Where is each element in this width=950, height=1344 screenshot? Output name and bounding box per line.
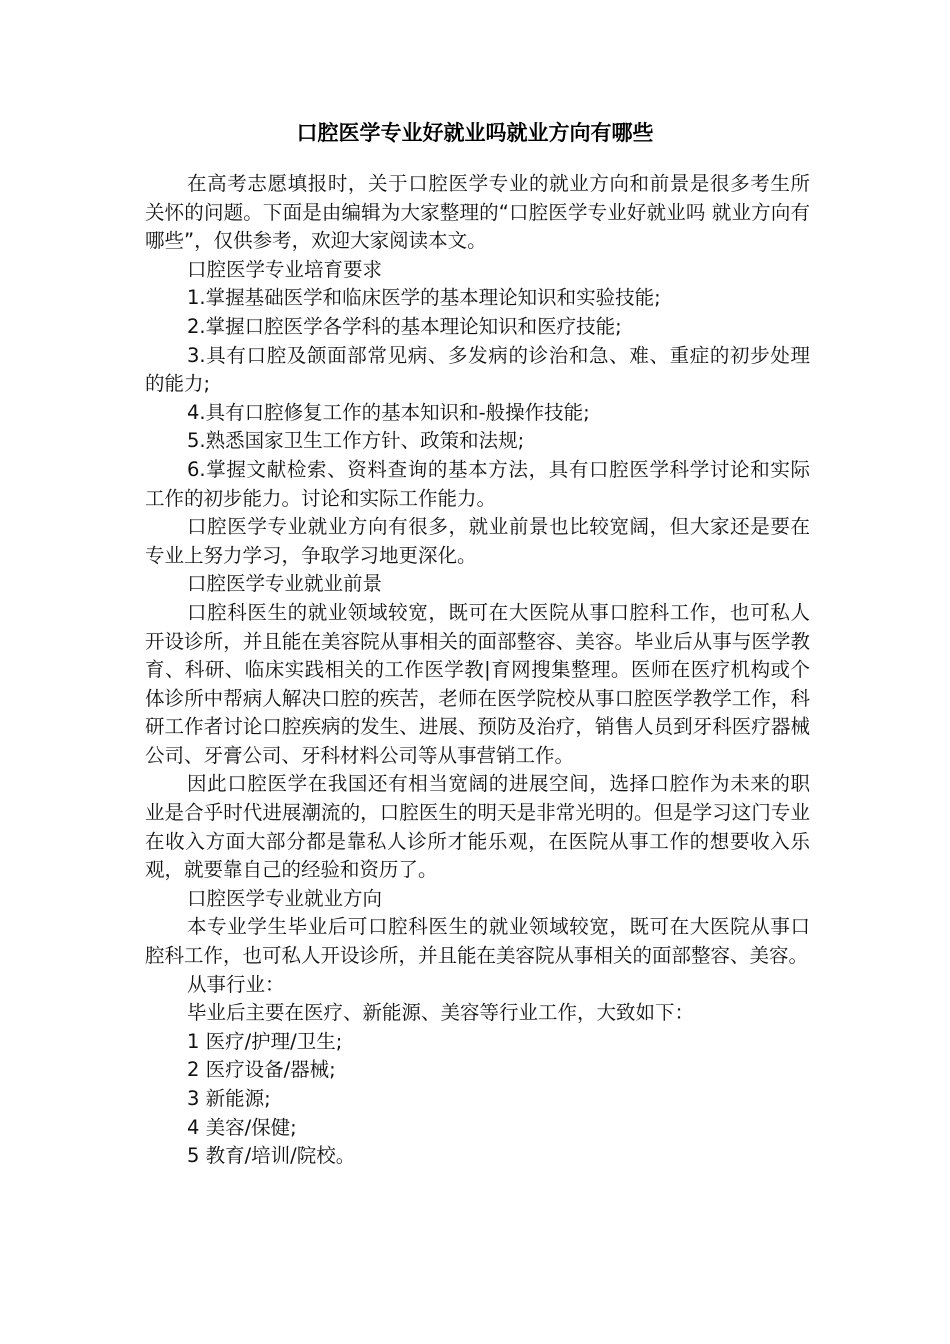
industry-item: 1 医疗/护理/卫生; [187,1029,343,1053]
paragraph-prospects: 口腔科医生的就业领域较宽，既可在大医院从事口腔科工作，也可私人开设诊所，并且能在美容院从事相关的面部整容、美容。毕业后从事与医学教育、科研、临床实践相关的工作医学教|育网搜集整理。医师在医疗机构或个体诊所中帮病人解决口腔的疾苦，老师在医学院校从事口腔医学教学工作，科研工作者讨论口腔疾病的发生、进展、预防及治疗，销售人员到牙科医疗器械公司、牙膏公司、牙科材料公司等从事营销工作。 [145,600,810,767]
list-item: 1.掌握基础医学和临床医学的基本理论知识和实验技能; [187,286,661,310]
industry-item: 5 教育/培训/院校。 [187,1144,356,1168]
list-item: 4.具有口腔修复工作的基本知识和-般操作技能; [187,400,590,424]
paragraph-outlook: 因此口腔医学在我国还有相当宽阔的进展空间，选择口腔作为未来的职业是合乎时代进展潮流的，口腔医生的明天是非常光明的。但是学习这门专业在收入方面大部分都是靠私人诊所才能乐观，在医院从事工作的想要收入乐观，就要靠自己的经验和资历了。 [145,772,810,882]
industry-item: 4 美容/保健; [187,1115,297,1139]
list-item: 6.掌握文献检索、资料查询的基本方法，具有口腔医学科学讨论和实际工作的初步能力。讨论和实际工作能力。 [145,457,810,510]
industries-intro: 毕业后主要在医疗、新能源、美容等行业工作，大致如下： [187,1001,695,1025]
section-heading-prospects: 口腔医学专业就业前景 [187,572,383,596]
industries-label: 从事行业： [187,972,285,996]
paragraph-summary: 口腔医学专业就业方向有很多，就业前景也比较宽阔，但大家还是要在专业上努力学习，争取学习地更深化。 [145,515,810,567]
section-heading-direction: 口腔医学专业就业方向 [187,886,383,910]
section-heading-requirements: 口腔医学专业培育要求 [187,257,383,281]
industry-item: 2 医疗设备/器械; [187,1058,336,1082]
document-title: 口腔医学专业好就业吗就业方向有哪些 [296,121,654,145]
list-item: 2.掌握口腔医学各学科的基本理论知识和医疗技能; [187,314,622,338]
paragraph-direction: 本专业学生毕业后可口腔科医生的就业领域较宽，既可在大医院从事口腔科工作，也可私人开设诊所，并且能在美容院从事相关的面部整容、美容。 [145,915,810,968]
paragraph-intro: 在高考志愿填报时，关于口腔医学专业的就业方向和前景是很多考生所关怀的问题。下面是由编辑为大家整理的“口腔医学专业好就业吗 就业方向有哪些”，仅供参考，欢迎大家阅读本文。 [145,172,810,253]
list-item: 3.具有口腔及颌面部常见病、多发病的诊治和急、难、重症的初步处理的能力; [145,343,810,396]
list-item: 5.熟悉国家卫生工作方针、政策和法规; [187,429,525,453]
industry-item: 3 新能源; [187,1087,271,1110]
document-body [145,170,810,1171]
